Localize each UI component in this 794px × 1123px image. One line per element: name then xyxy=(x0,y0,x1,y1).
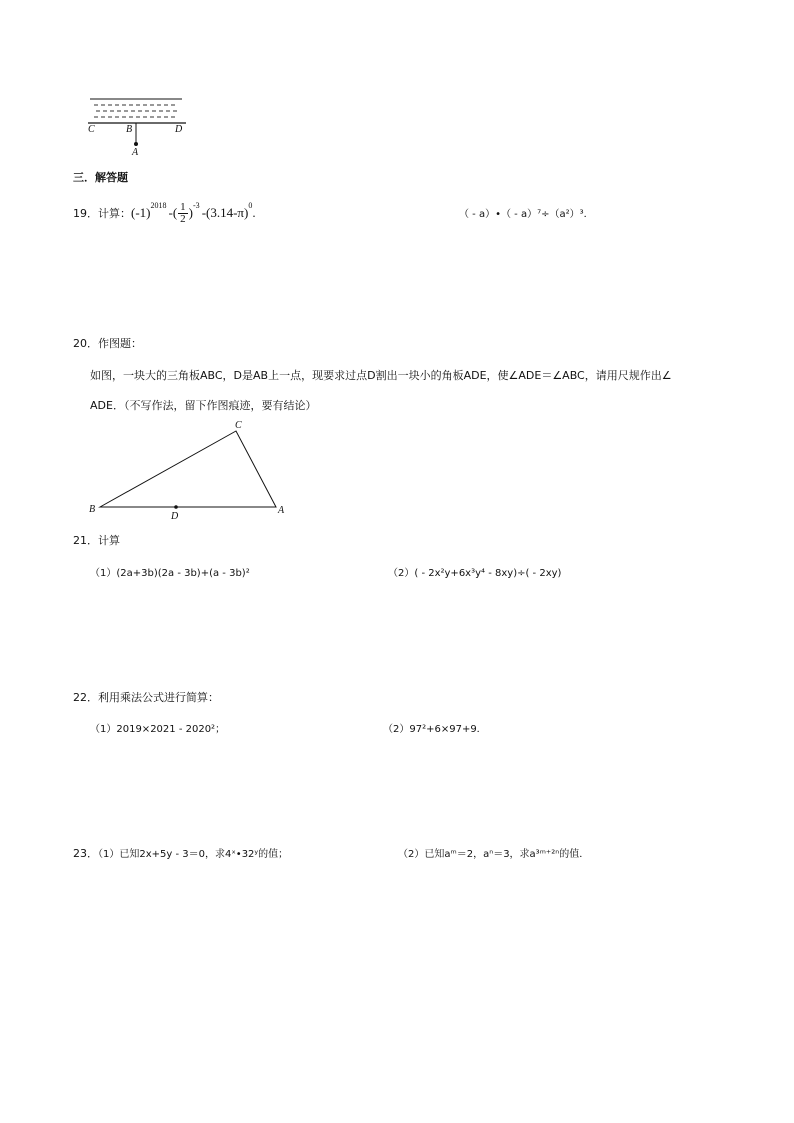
q22-part2: （2）97²+6×97+9． xyxy=(383,724,487,735)
q23-line xyxy=(73,845,288,861)
q21-header xyxy=(73,532,120,548)
q21-part2: （2）( - 2x²y+6x³y⁴ - 8xy)÷( - 2xy) xyxy=(388,568,562,579)
label-B: B xyxy=(126,124,133,135)
label-C: C xyxy=(88,124,95,135)
q19-number: 19． xyxy=(73,207,98,220)
triangle-ABC xyxy=(100,431,276,507)
q21-title: 计算 xyxy=(98,534,120,547)
point-A xyxy=(134,142,138,146)
q22-header xyxy=(73,689,219,705)
q22-number: 22． xyxy=(73,691,98,704)
q23-part1: （1）已知2x+5y - 3＝0，求4ˣ•32ʸ的值； xyxy=(98,849,289,860)
label-D: D xyxy=(175,124,183,135)
q19-lead: 计算： xyxy=(98,207,131,220)
q19-expr1: (-1) $^{2018}$ -( $\frac{1}{2}$ ) $^{-3}$ -(3.14-π) $^0$ . xyxy=(131,200,256,225)
label-A: A xyxy=(278,505,285,516)
q22-title: 利用乘法公式进行简算： xyxy=(98,691,219,704)
figure-triangle-ABC xyxy=(84,416,294,524)
figure-parallel-lines xyxy=(84,92,194,158)
q20-line1: 如图，一块大的三角板ABC，D是AB上一点，现要求过点D割出一块小的角板ADE，使∠ADE＝∠ABC，请用尺规作出∠ xyxy=(90,369,672,382)
q21-part1: （1）(2a+3b)(2a - 3b)+(a - 3b)² xyxy=(90,568,250,579)
label-C: C xyxy=(235,420,242,431)
section-title: 三．解答题 xyxy=(73,171,128,184)
q21-number: 21． xyxy=(73,534,98,547)
dashed-water-lines xyxy=(94,105,180,117)
q23-number: 23． xyxy=(73,847,98,860)
q20-header xyxy=(73,335,142,351)
q19-fraction: $\frac{1}{2}$ xyxy=(180,200,186,225)
question-19 xyxy=(73,198,256,228)
q19-expr2: （ - a）•（ - a）⁷÷（a²）³． xyxy=(459,209,594,220)
q20-number: 20． xyxy=(73,337,98,350)
q20-title: 作图题： xyxy=(98,337,142,350)
point-D xyxy=(174,505,178,509)
q23-part2: （2）已知aᵐ＝2，aⁿ＝3，求a³ᵐ⁺²ⁿ的值． xyxy=(398,849,590,860)
q22-part1: （1）2019×2021 - 2020²； xyxy=(90,724,226,735)
label-D: D xyxy=(171,511,179,522)
q20-line2: ADE．（不写作法，留下作图痕迹，要有结论） xyxy=(90,399,317,412)
label-B: B xyxy=(89,504,96,515)
label-A: A xyxy=(132,147,139,158)
